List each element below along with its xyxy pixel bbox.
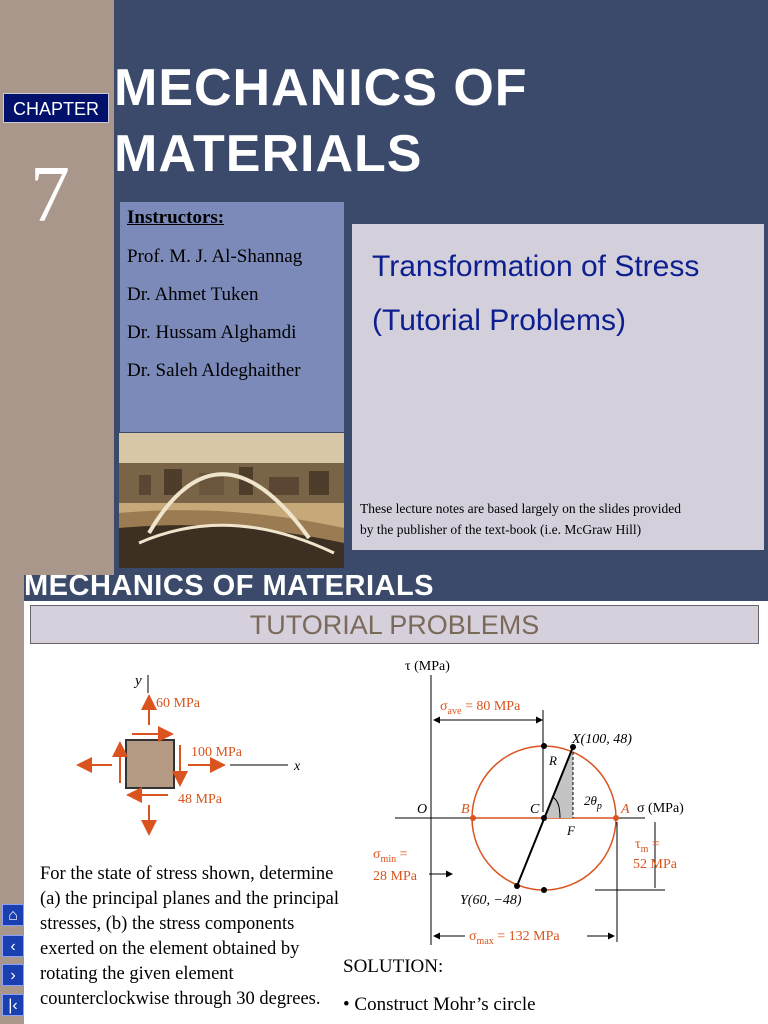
lecture-note (360, 498, 760, 540)
label-f: F (567, 823, 575, 838)
chapter-label: CHAPTER (3, 93, 109, 123)
sigma-ave-label: $\sigma_{ave} = 80$ MPa (440, 699, 521, 717)
topic-line-2: (Tutorial Problems) (372, 304, 626, 337)
topic-box (352, 224, 764, 550)
sigma-axis-label: σ (MPa) (637, 801, 684, 816)
label-2theta-p: $2\theta_p$ (584, 793, 602, 812)
next-icon[interactable]: › (2, 964, 24, 986)
sigma-max-label: $\sigma_{max} = 132$ MPa (469, 929, 560, 947)
instructors-heading: Instructors: (127, 207, 225, 228)
sigma-min-label: $\sigma_{min}$ = (373, 847, 408, 865)
note-line-1: These lecture notes are based largely on the slides provided (360, 501, 682, 516)
prev-icon[interactable]: ‹ (2, 935, 24, 957)
tau-axis-label: τ (MPa) (405, 659, 450, 674)
topic-line-1: Transformation of Stress (372, 250, 700, 283)
instructor-name: Dr. Saleh Aldeghaither (127, 360, 301, 381)
instructor-name: Prof. M. J. Al-Shannag (127, 246, 303, 267)
label-a: A (621, 802, 630, 817)
topic-title (372, 240, 699, 348)
sigma-min-value: 28 MPa (373, 869, 417, 884)
tutorial-banner: TUTORIAL PROBLEMS (30, 605, 759, 644)
tau-m-value: 52 MPa (633, 857, 677, 872)
chapter-number: 7 (30, 151, 70, 239)
point-b (470, 815, 476, 821)
label-r: R (549, 753, 557, 768)
title-line-1: MECHANICS OF (114, 59, 528, 117)
point-top (541, 743, 547, 749)
slide1-title (114, 55, 528, 187)
label-c: C (530, 802, 540, 817)
first-icon[interactable]: |‹ (2, 994, 24, 1016)
point-y (514, 883, 520, 889)
home-icon[interactable]: ⌂ (2, 904, 24, 926)
sigma-y-value: 60 MPa (156, 696, 200, 711)
tau-value: 48 MPa (178, 792, 222, 807)
title-line-2: MATERIALS (114, 125, 423, 183)
bridge-photo (119, 433, 344, 568)
solution-heading: SOLUTION: (343, 956, 444, 977)
stress-element (126, 740, 174, 788)
label-o: O (417, 802, 428, 817)
slide1-sidebar (0, 0, 114, 575)
slide2-header: MECHANICS OF MATERIALS (24, 570, 435, 602)
solution-bullet: • Construct Mohr’s circle (343, 994, 536, 1015)
point-c (541, 815, 547, 821)
point-a (613, 815, 619, 821)
tau-m-label: $\tau_m$ = (635, 837, 660, 855)
x-axis-label: x (294, 759, 301, 774)
y-axis-label: y (135, 673, 142, 689)
note-line-2: by the publisher of the text-book (i.e. McGraw Hill) (360, 522, 642, 537)
problem-statement: For the state of stress shown, determine (a) the principal planes and the principal stresses, (b) the stress components exerted on the element obtained by rotating the given element counterclockwise through 30 degrees. (40, 864, 339, 1009)
instructors-box (120, 202, 344, 432)
sigma-x-value: 100 MPa (191, 745, 242, 760)
point-bottom (541, 887, 547, 893)
instructor-name: Dr. Ahmet Tuken (127, 284, 259, 305)
instructor-name: Dr. Hussam Alghamdi (127, 322, 297, 343)
label-y: Y(60, −48) (460, 893, 522, 908)
stress-element-diagram (70, 665, 320, 840)
label-x: X(100, 48) (572, 732, 632, 747)
label-b: B (461, 802, 470, 817)
mohr-circle-diagram (355, 650, 700, 952)
